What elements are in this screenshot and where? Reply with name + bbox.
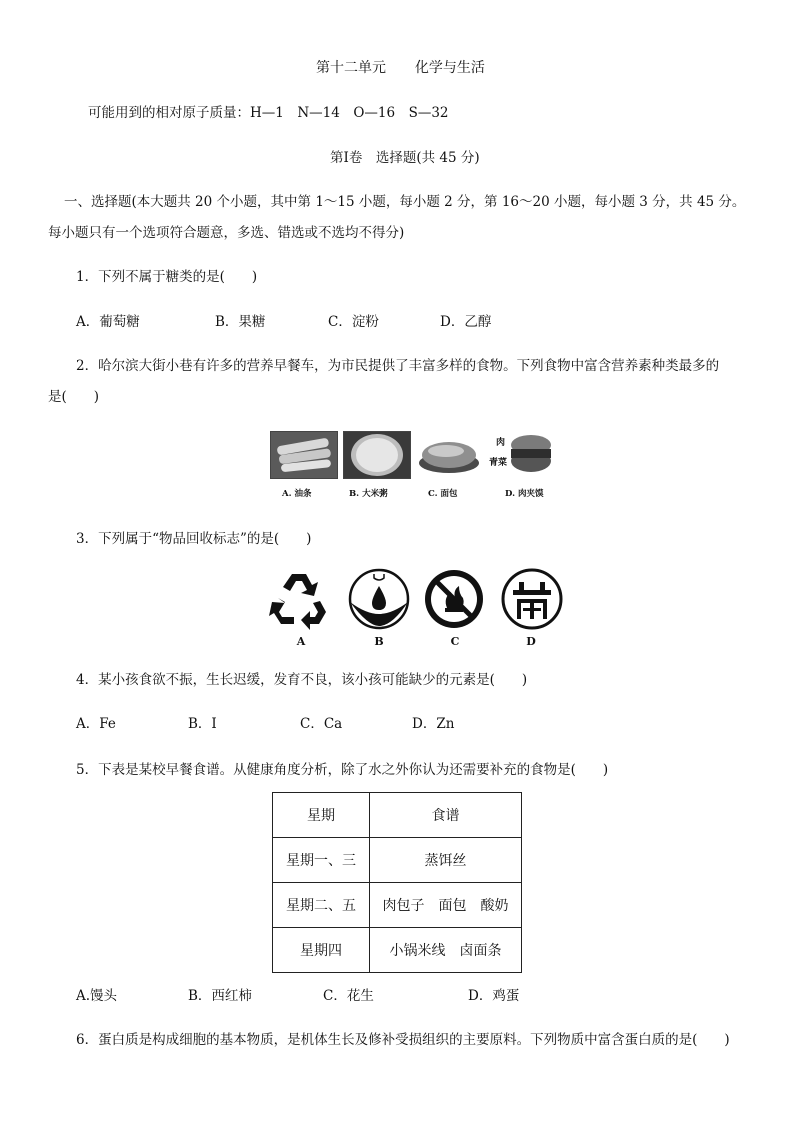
q5-option-d: D．鸡蛋 [468, 988, 520, 1004]
meat-sandwich-image [489, 431, 555, 477]
unit-number: 第十二单元 [316, 60, 386, 76]
q4-option-b: B．I [188, 716, 217, 732]
table-cell: 星期二、五 [273, 883, 370, 928]
table-cell: 肉包子 面包 酸奶 [370, 883, 522, 928]
bread-image [416, 431, 482, 477]
q1-option-b: B．果糖 [215, 314, 266, 330]
question-4-stem: 4．某小孩食欲不振，生长迟缓，发育不良，该小孩可能缺少的元素是( ) [76, 672, 528, 688]
meat-label: 肉 [496, 438, 506, 448]
question-1-stem: 1．下列不属于糖类的是( ) [76, 269, 258, 285]
table-row [273, 928, 522, 973]
water-saving-icon [348, 568, 410, 630]
symbol-label-c: C [450, 635, 460, 648]
no-fire-icon [423, 568, 485, 630]
fried-dough-sticks-image [270, 431, 338, 479]
question-2-stem-line-2: 是( ) [48, 389, 100, 405]
saving-emblem-icon [501, 568, 563, 630]
table-cell: 小锅米线 卤面条 [370, 928, 522, 973]
food-caption-c: C. 面包 [428, 489, 458, 499]
q5-option-a: A.馒头 [76, 988, 118, 1004]
table-cell: 蒸饵丝 [370, 838, 522, 883]
table-cell: 星期一、三 [273, 838, 370, 883]
q4-option-a: A．Fe [76, 716, 116, 732]
q1-option-c: C．淀粉 [328, 314, 379, 330]
volume-title: 第Ⅰ卷 选择题(共 45 分) [330, 150, 480, 166]
q1-option-d: D．乙醇 [440, 314, 492, 330]
recycle-icon [268, 568, 330, 630]
table-row [273, 838, 522, 883]
q5-option-c: C．花生 [323, 988, 374, 1004]
vegetable-label: 青菜 [489, 458, 508, 468]
symbol-label-d: D [526, 635, 536, 648]
breakfast-menu-table [272, 792, 522, 973]
food-caption-b: B. 大米粥 [349, 489, 388, 499]
rice-porridge-image [343, 431, 411, 479]
instructions-line-2: 每小题只有一个选项符合题意，多选、错选或不选均不得分) [48, 225, 405, 241]
question-5-stem: 5．下表是某校早餐食谱。从健康角度分析，除了水之外你认为还需要补充的食物是( ) [76, 762, 609, 778]
q4-option-c: C．Ca [300, 716, 343, 732]
question-6-stem: 6．蛋白质是构成细胞的基本物质，是机体生长及修补受损组织的主要原料。下列物质中富含蛋白质的是( ) [76, 1032, 730, 1048]
q1-option-a: A．葡萄糖 [76, 314, 140, 330]
symbol-label-b: B [374, 635, 384, 648]
q5-option-b: B．西红柿 [188, 988, 252, 1004]
unit-title [316, 57, 485, 77]
table-cell: 星期四 [273, 928, 370, 973]
atomic-mass-note: 可能用到的相对原子质量：H—1 N—14 O—16 S—32 [88, 105, 449, 121]
food-caption-d: D. 肉夹馍 [505, 489, 544, 499]
question-2-stem-line-1: 2．哈尔滨大街小巷有许多的营养早餐车，为市民提供了丰富多样的食物。下列食物中富含营养素种类最多的 [76, 358, 720, 374]
table-header-row [273, 793, 522, 838]
table-row [273, 883, 522, 928]
table-header-cell: 食谱 [370, 793, 522, 838]
question-3-stem: 3．下列属于“物品回收标志”的是( ) [76, 531, 312, 547]
symbol-label-a: A [296, 635, 306, 648]
food-caption-a: A. 油条 [282, 489, 312, 499]
table-header-cell: 星期 [273, 793, 370, 838]
instructions-line-1: 一、选择题(本大题共 20 个小题，其中第 1～15 小题，每小题 2 分，第 16～20 小题，每小题 3 分，共 45 分。 [64, 194, 746, 210]
unit-topic: 化学与生活 [414, 60, 485, 76]
q4-option-d: D．Zn [412, 716, 455, 732]
